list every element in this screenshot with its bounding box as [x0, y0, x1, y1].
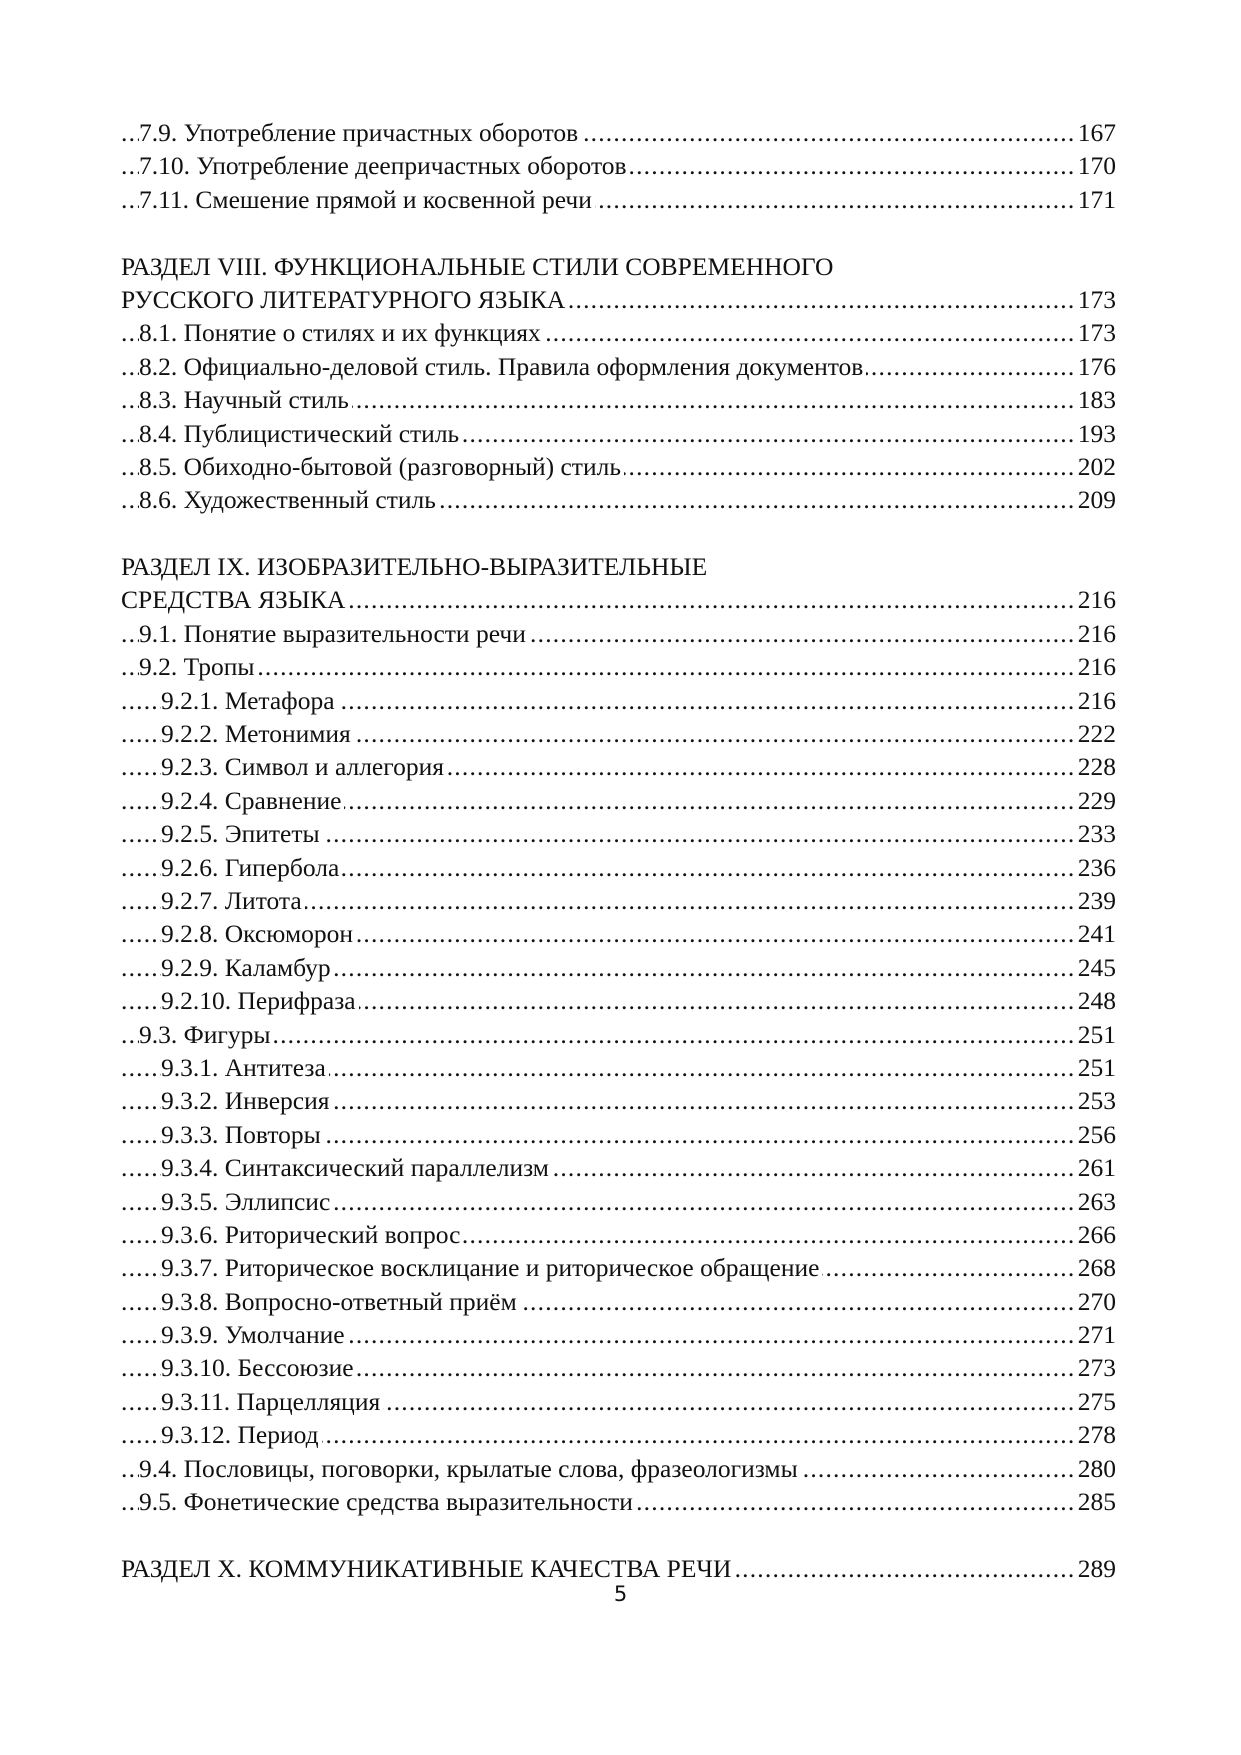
toc-entry-title: 9.2.9. Каламбур: [161, 951, 334, 984]
toc-entry-page: 222: [1074, 717, 1116, 750]
toc-subentry[interactable]: [121, 1251, 1116, 1284]
toc-entry-title: 9.2.7. Литота: [161, 884, 305, 917]
toc-entry-title: 7.11. Смешение прямой и косвенной речи: [139, 183, 595, 216]
toc-entry[interactable]: [121, 650, 1116, 683]
toc-subentry[interactable]: [121, 817, 1116, 850]
toc-subentry[interactable]: [121, 1151, 1116, 1184]
toc-entry[interactable]: [121, 149, 1116, 182]
toc-entry-page: 266: [1074, 1218, 1116, 1251]
toc-entry-page: 280: [1074, 1452, 1116, 1485]
toc-entry-title: 9.4. Пословицы, поговорки, крылатые слова, фразеологизмы: [139, 1452, 801, 1485]
toc-entry-title: 9.3.4. Синтаксический параллелизм: [161, 1151, 552, 1184]
toc-subentry[interactable]: [121, 784, 1116, 817]
toc-subentry[interactable]: [121, 1385, 1116, 1418]
toc-entry[interactable]: [121, 1452, 1116, 1485]
toc-entry[interactable]: [121, 350, 1116, 383]
toc-entry-title: 9.2.5. Эпитеты: [161, 817, 323, 850]
toc-entry-page: 251: [1074, 1018, 1116, 1051]
toc-entry-title: 9.3.1. Антитеза: [161, 1051, 329, 1084]
toc-entry-page: 216: [1074, 583, 1116, 616]
toc-entry-page: 248: [1074, 984, 1116, 1017]
toc-entry-page: 183: [1074, 383, 1116, 416]
toc-entry-title: 9.2.2. Метонимия: [161, 717, 354, 750]
toc-subentry[interactable]: [121, 750, 1116, 783]
toc-section-title: СРЕДСТВА ЯЗЫКА: [121, 583, 348, 616]
toc-entry[interactable]: [121, 383, 1116, 416]
toc-entry-page: 193: [1074, 417, 1116, 450]
toc-entry-title: 9.3.3. Повторы: [161, 1118, 324, 1151]
page-number: 5: [613, 1582, 628, 1606]
toc-entry-page: 209: [1074, 483, 1116, 516]
toc-entry-title: 9.3.7. Риторическое восклицание и риторическое обращение: [161, 1251, 822, 1284]
toc-entry-title: 9.3. Фигуры: [139, 1018, 274, 1051]
toc-entry-page: 289: [1074, 1552, 1116, 1585]
toc-entry-title: 7.9. Употребление причастных оборотов: [139, 116, 581, 149]
toc-entry-title: 9.3.6. Риторический вопрос: [161, 1218, 463, 1251]
toc-entry-page: 239: [1074, 884, 1116, 917]
toc-entry-title: 9.2.6. Гипербола: [161, 851, 342, 884]
toc-entry-page: 216: [1074, 617, 1116, 650]
toc-entry-page: 216: [1074, 684, 1116, 717]
toc-entry[interactable]: [121, 417, 1116, 450]
toc-section-title: РУССКОГО ЛИТЕРАТУРНОГО ЯЗЫКА: [121, 283, 568, 316]
toc-entry-page: 270: [1074, 1285, 1116, 1318]
toc-entry[interactable]: [121, 483, 1116, 516]
dot-leader: [121, 650, 1116, 683]
toc-entry-title: 9.3.5. Эллипсис: [161, 1185, 333, 1218]
toc-subentry[interactable]: [121, 1285, 1116, 1318]
toc-subentry[interactable]: [121, 1051, 1116, 1084]
toc-entry[interactable]: [121, 316, 1116, 349]
toc-entry-page: 273: [1074, 1351, 1116, 1384]
toc-entry[interactable]: [121, 183, 1116, 216]
toc-entry-title: 7.10. Употребление деепричастных оборотов: [139, 149, 630, 182]
toc-entry-title: 9.2.4. Сравнение: [161, 784, 344, 817]
toc-entry-page: 241: [1074, 917, 1116, 950]
toc-entry[interactable]: [121, 450, 1116, 483]
toc-entry-page: 261: [1074, 1151, 1116, 1184]
toc-entry-page: 173: [1074, 283, 1116, 316]
toc-entry-title: 9.2. Тропы: [139, 650, 258, 683]
toc-entry-page: 202: [1074, 450, 1116, 483]
toc-entry-title: 8.5. Обиходно-бытовой (разговорный) стиль: [139, 450, 624, 483]
toc-subentry[interactable]: [121, 951, 1116, 984]
toc-subentry[interactable]: [121, 1185, 1116, 1218]
toc-subentry[interactable]: [121, 1218, 1116, 1251]
toc-subentry[interactable]: [121, 851, 1116, 884]
toc-entry[interactable]: [121, 1485, 1116, 1518]
toc-entry-page: 268: [1074, 1251, 1116, 1284]
toc-subentry[interactable]: [121, 984, 1116, 1017]
toc-entry-page: 171: [1074, 183, 1116, 216]
toc-entry-title: 9.3.11. Парцелляция: [161, 1385, 383, 1418]
toc-entry-title: 9.3.9. Умолчание: [161, 1318, 348, 1351]
section-9-heading: РАЗДЕЛ IX. ИЗОБРАЗИТЕЛЬНО-ВЫРАЗИТЕЛЬНЫЕ: [121, 552, 708, 582]
toc-entry[interactable]: [121, 116, 1116, 149]
toc-entry-page: 251: [1074, 1051, 1116, 1084]
toc-subentry[interactable]: [121, 684, 1116, 717]
toc-subentry[interactable]: [121, 917, 1116, 950]
toc-entry-page: 170: [1074, 149, 1116, 182]
toc-entry-page: 275: [1074, 1385, 1116, 1418]
toc-entry-page: 236: [1074, 851, 1116, 884]
toc-entry-page: 278: [1074, 1418, 1116, 1451]
toc-entry-page: 253: [1074, 1084, 1116, 1117]
toc-subentry[interactable]: [121, 1118, 1116, 1151]
toc-entry-page: 173: [1074, 316, 1116, 349]
toc-entry-title: 8.2. Официально-деловой стиль. Правила оформления документов: [139, 350, 866, 383]
toc-entry-page: 256: [1074, 1118, 1116, 1151]
toc-entry-page: 233: [1074, 817, 1116, 850]
toc-section-9[interactable]: [121, 583, 1116, 616]
toc-entry-page: 229: [1074, 784, 1116, 817]
toc-entry-title: 9.2.3. Символ и аллегория: [161, 750, 447, 783]
toc-entry-page: 228: [1074, 750, 1116, 783]
table-of-contents: [121, 116, 1116, 1585]
toc-entry-title: 9.2.10. Перифраза: [161, 984, 359, 1017]
toc-entry-title: 8.3. Научный стиль: [139, 383, 352, 416]
toc-subentry[interactable]: [121, 717, 1116, 750]
toc-subentry[interactable]: [121, 1418, 1116, 1451]
toc-entry-page: 176: [1074, 350, 1116, 383]
toc-entry-page: 263: [1074, 1185, 1116, 1218]
toc-entry-title: 9.2.1. Метафора: [161, 684, 338, 717]
toc-subentry[interactable]: [121, 884, 1116, 917]
toc-entry-title: 9.3.10. Бессоюзие: [161, 1351, 357, 1384]
toc-section-title: РАЗДЕЛ X. КОММУНИКАТИВНЫЕ КАЧЕСТВА РЕЧИ: [121, 1552, 734, 1585]
toc-subentry[interactable]: [121, 1084, 1116, 1117]
toc-entry[interactable]: [121, 617, 1116, 650]
toc-entry-title: 9.1. Понятие выразительности речи: [139, 617, 529, 650]
toc-entry-title: 9.3.8. Вопросно-ответный приём: [161, 1285, 520, 1318]
toc-entry-page: 271: [1074, 1318, 1116, 1351]
toc-entry-page: 245: [1074, 951, 1116, 984]
section-8-heading: РАЗДЕЛ VIII. ФУНКЦИОНАЛЬНЫЕ СТИЛИ СОВРЕМЕННОГО: [121, 251, 834, 281]
toc-entry-title: 8.6. Художественный стиль: [139, 483, 439, 516]
toc-entry-title: 8.1. Понятие о стилях и их функциях: [139, 316, 544, 349]
toc-entry-title: 9.5. Фонетические средства выразительности: [139, 1485, 636, 1518]
toc-entry[interactable]: [121, 1018, 1116, 1051]
toc-entry-title: 9.2.8. Оксюморон: [161, 917, 356, 950]
toc-subentry[interactable]: [121, 1351, 1116, 1384]
toc-section-10[interactable]: [121, 1552, 1116, 1585]
toc-entry-page: 216: [1074, 650, 1116, 683]
toc-section-8[interactable]: [121, 283, 1116, 316]
toc-entry-page: 167: [1074, 116, 1116, 149]
toc-entry-page: 285: [1074, 1485, 1116, 1518]
toc-entry-title: 9.3.2. Инверсия: [161, 1084, 332, 1117]
toc-entry-title: 9.3.12. Период: [161, 1418, 322, 1451]
toc-subentry[interactable]: [121, 1318, 1116, 1351]
toc-entry-title: 8.4. Публицистический стиль: [139, 417, 462, 450]
